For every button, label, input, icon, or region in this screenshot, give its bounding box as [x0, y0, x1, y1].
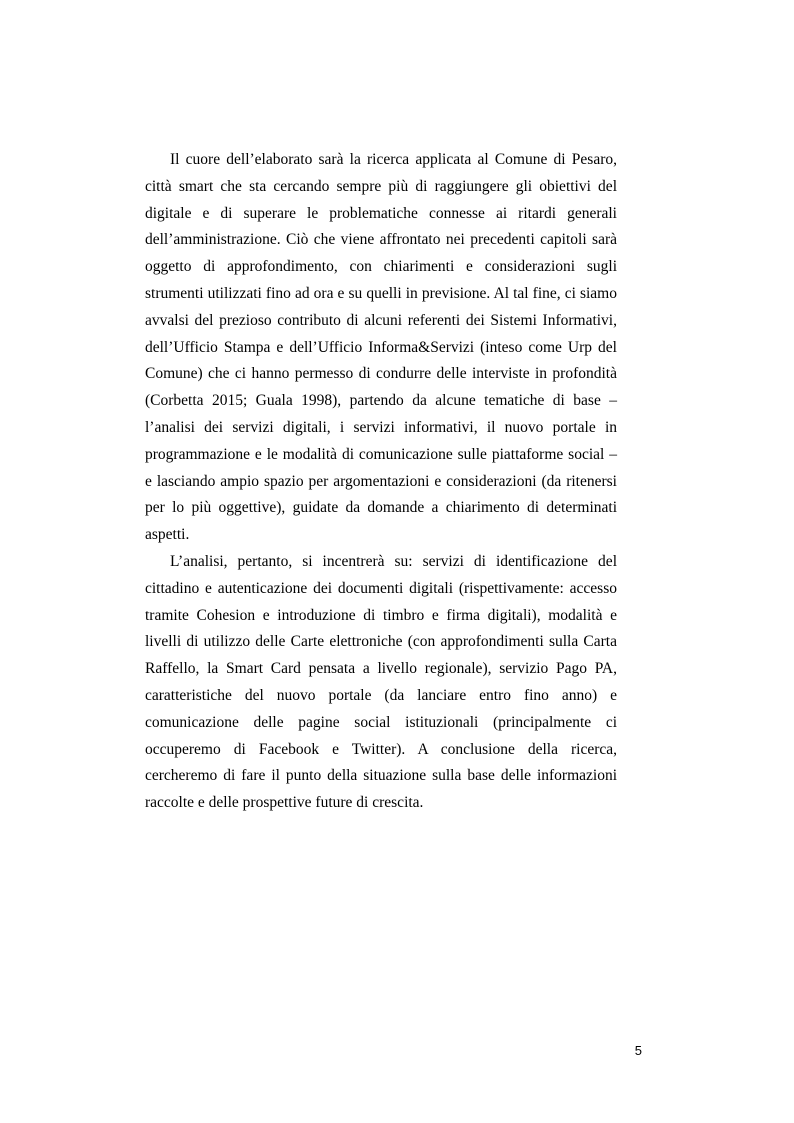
- paragraph-2: L’analisi, pertanto, si incentrerà su: servizi di identificazione del cittadino e autenticazione dei documenti digitali (rispettivamente: accesso tramite Cohesion e introduzione di timbro e firma digitali), modalità e livelli di utilizzo delle Carte elettroniche (con approfondimenti sulla Carta Raffello, la Smart Card pensata a livello regionale), servizio Pago PA, caratteristiche del nuovo portale (da lanciare entro fino anno) e comunicazione delle pagine social istituzionali (principalmente ci occuperemo di Facebook e Twitter). A conclusione della ricerca, cercheremo di fare il punto della situazione sulla base delle informazioni raccolte e delle prospettive future di crescita.: [145, 552, 617, 812]
- paragraph-1: Il cuore dell’elaborato sarà la ricerca applicata al Comune di Pesaro, città smart che sta cercando sempre più di raggiungere gli obiettivi del digitale e di superare le problematiche connesse ai ritardi generali dell’amministrazione. Ciò che viene affrontato nei precedenti capitoli sarà oggetto di approfondimento, con chiarimenti e considerazioni sugli strumenti utilizzati fino ad ora e su quelli in previsione. Al tal fine, ci siamo avvalsi del prezioso contributo di alcuni referenti dei Sistemi Informativi, dell’Ufficio Stampa e dell’Ufficio Informa&Servizi (inteso come Urp del Comune) che ci hanno permesso di condurre delle interviste in profondità (Corbetta 2015; Guala 1998), partendo da alcune tematiche di base – l’analisi dei servizi digitali, i servizi informativi, il nuovo portale in programmazione e le modalità di comunicazione sulle piattaforme social – e lasciando ampio spazio per argomentazioni e considerazioni (da ritenersi per lo più oggettive), guidate da domande a chiarimento di determinati aspetti.: [145, 151, 617, 544]
- body-text: [145, 147, 617, 817]
- page-number: 5: [634, 1043, 642, 1058]
